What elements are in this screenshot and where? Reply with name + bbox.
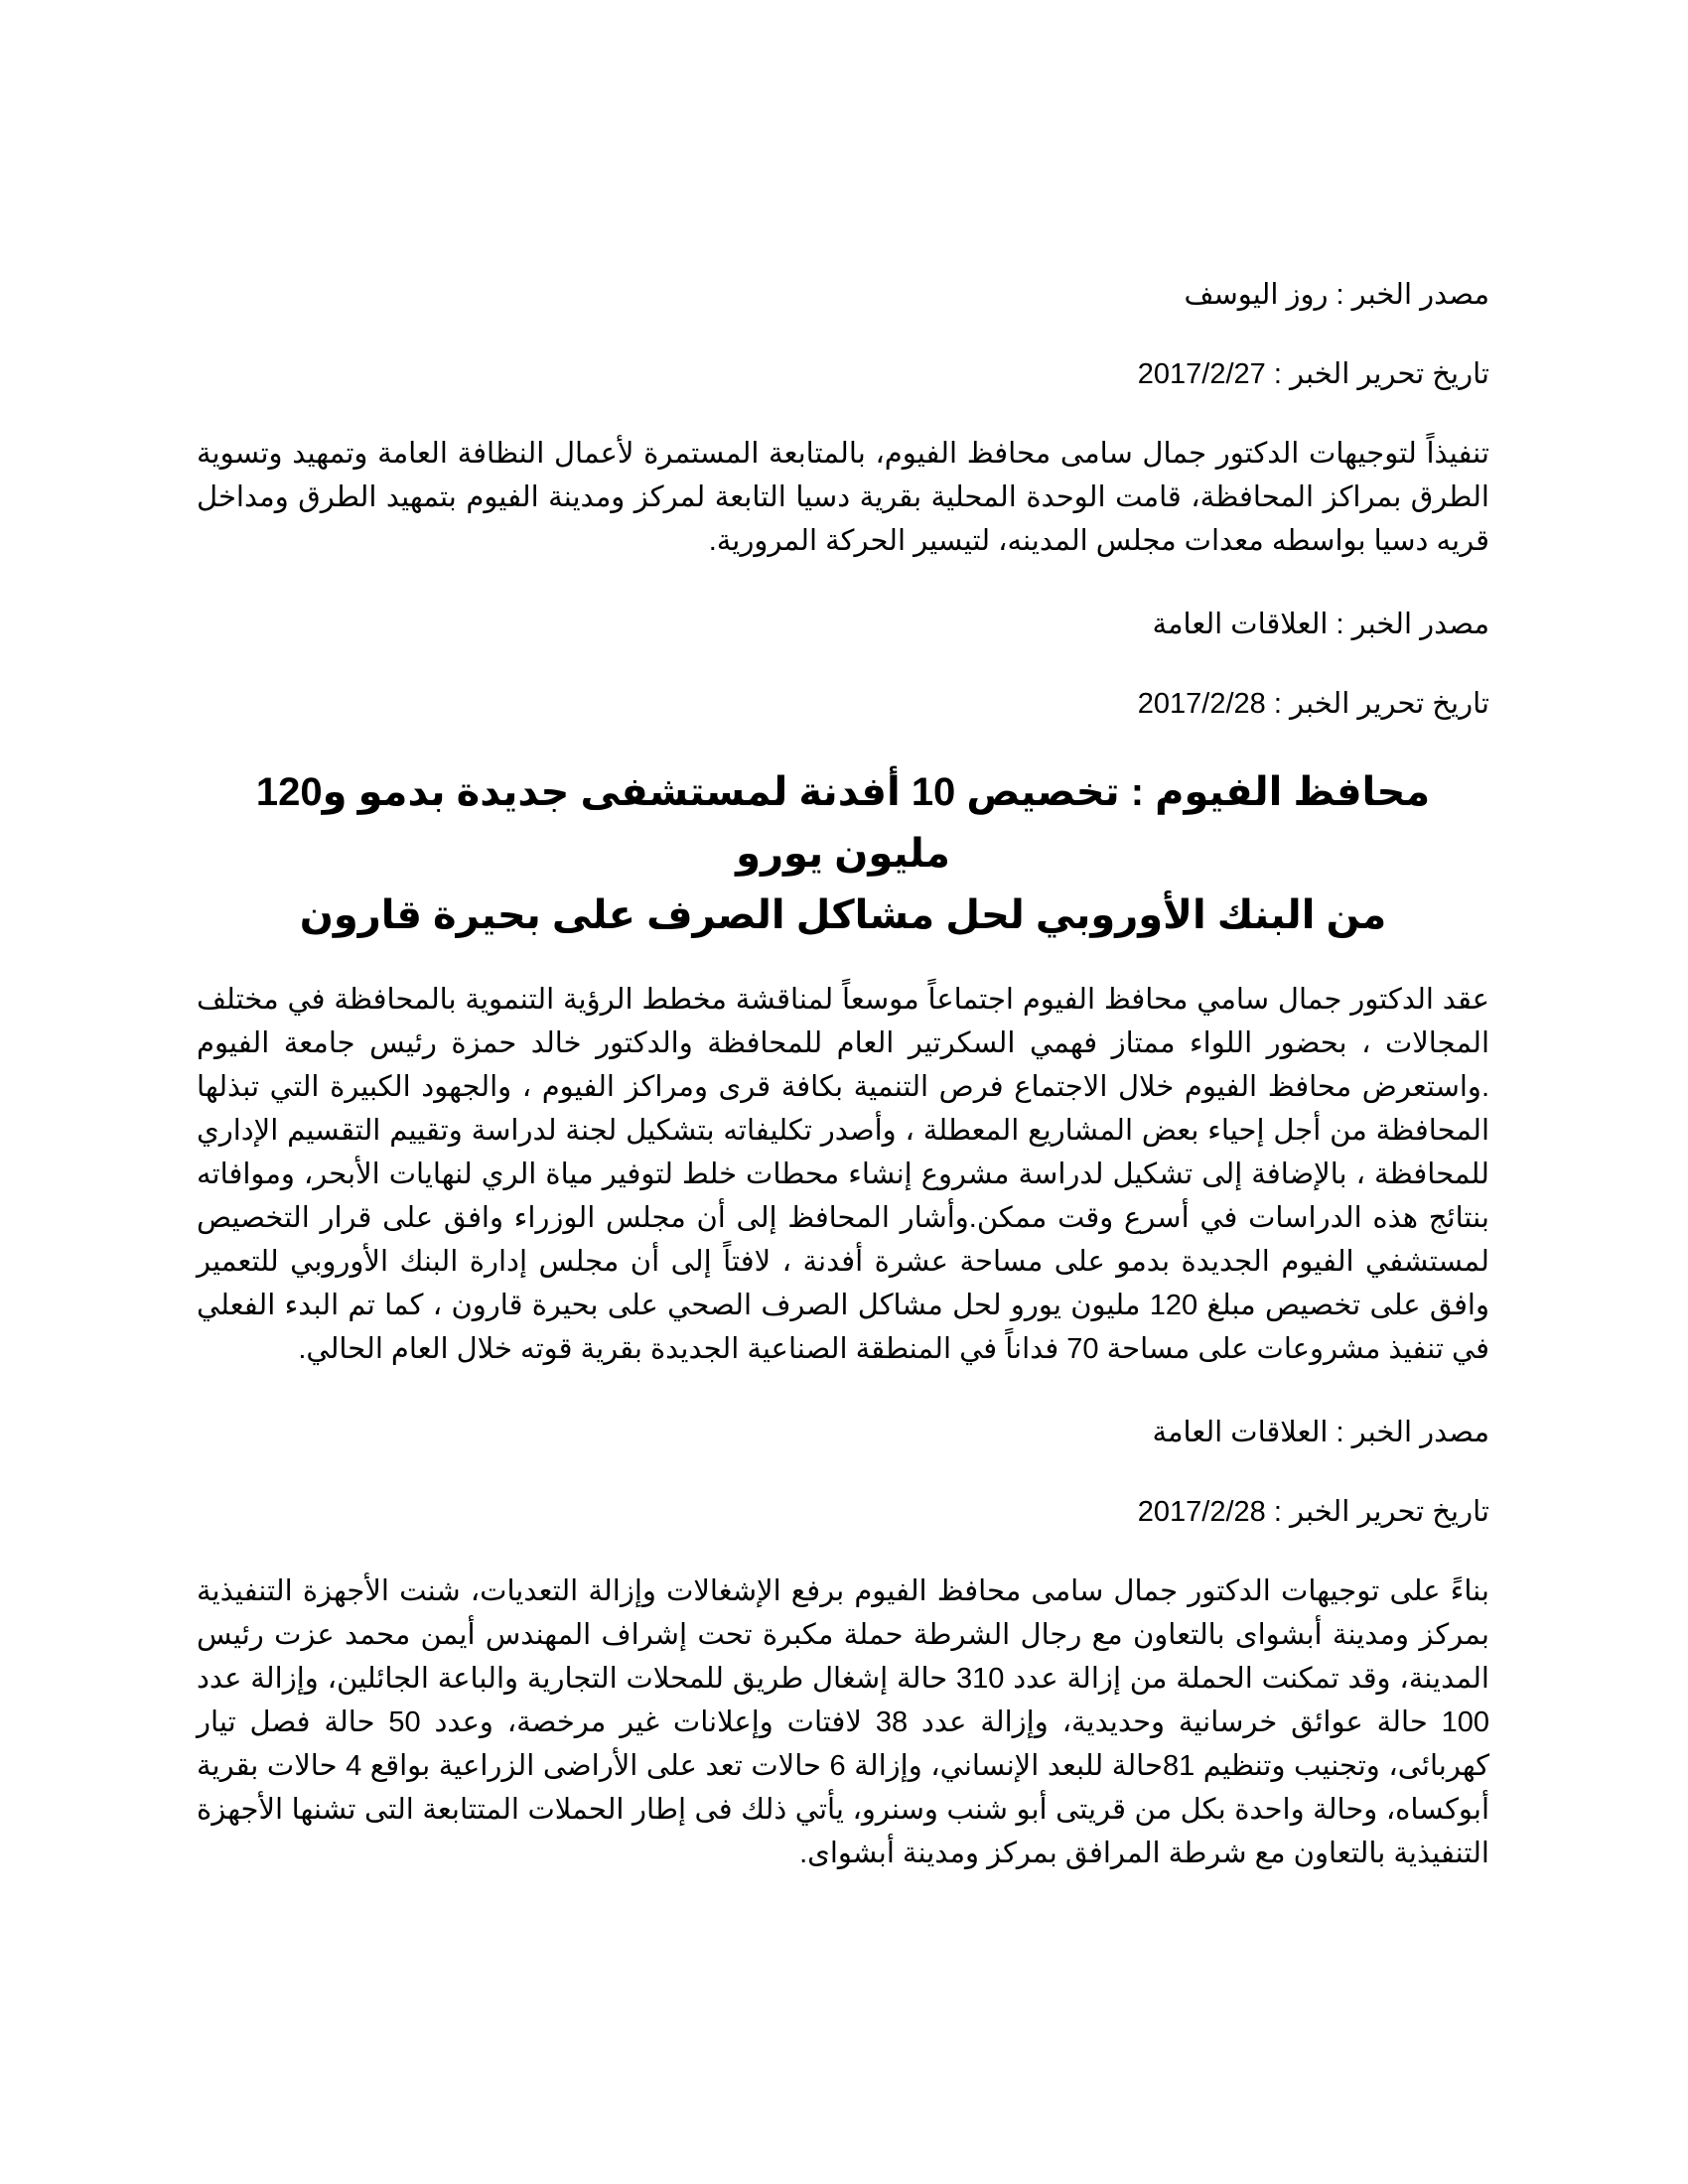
news-date-label: تاريخ تحرير الخبر : — [1265, 1496, 1489, 1528]
news-source — [197, 273, 1489, 317]
news-date-value: 2017/2/27 — [1137, 358, 1266, 390]
news-date-value: 2017/2/28 — [1137, 688, 1266, 720]
news-date-label: تاريخ تحرير الخبر : — [1265, 358, 1489, 390]
news-item-2 — [197, 603, 1489, 1371]
news-source-label: مصدر الخبر : — [1328, 1417, 1489, 1448]
news-item-3 — [197, 1411, 1489, 1875]
news-body: تنفيذاً لتوجيهات الدكتور جمال سامى محافظ الفيوم، بالمتابعة المستمرة لأعمال النظافة العامة وتمهيد وتسوية الطرق بمراكز المحافظة، قامت الوحدة المحلية بقرية دسيا التابعة لمركز ومدينة الفيوم بتمهيد الطرق ومداخل قريه دسيا بواسطه معدات مجلس المدينه، لتيسير الحركة المرورية. — [197, 438, 1489, 557]
news-headline-line-2: من البنك الأوروبي لحل مشاكل الصرف على بحيرة قارون — [299, 893, 1387, 937]
news-item-1 — [197, 273, 1489, 563]
news-headline-line-1: محافظ الفيوم : تخصيص 10 أفدنة لمستشفى جديدة بدمو و120 مليون يورو — [255, 770, 1431, 876]
news-date — [197, 682, 1489, 726]
news-source — [197, 1411, 1489, 1454]
news-body: عقد الدكتور جمال سامي محافظ الفيوم اجتماعاً موسعاً لمناقشة مخطط الرؤية التنموية بالمحافظة في مختلف المجالات ، بحضور اللواء ممتاز فهمي السكرتير العام للمحافظة والدكتور خالد حمزة رئيس جامعة الفيوم .واستعرض محافظ الفيوم خلال الاجتماع فرص التنمية بكافة قرى ومراكز الفيوم ، والجهود الكبيرة التي تبذلها المحافظة من أجل إحياء بعض المشاريع المعطلة ، وأصدر تكليفاته بتشكيل لجنة لدراسة وتقييم التقسيم الإداري للمحافظة ، بالإضافة إلى تشكيل لدراسة مشروع إنشاء محطات خلط لتوفير مياة الري لنهايات الأبحر، وموافاته بنتائج هذه الدراسات في أسرع وقت ممكن.وأشار المحافظ إلى أن مجلس الوزراء وافق على قرار التخصيص لمستشفي الفيوم الجديدة بدمو على مساحة عشرة أفدنة ، لافتاً إلى أن مجلس إدارة البنك الأوروبي للتعمير وافق على تخصيص مبلغ 120 مليون يورو لحل مشاكل الصرف الصحي على بحيرة قارون ، كما تم البدء الفعلي في تنفيذ مشروعات على مساحة 70 فداناً في المنطقة الصناعية الجديدة بقرية قوته خلال العام الحالي. — [197, 984, 1489, 1365]
news-source-value: العلاقات العامة — [1152, 1417, 1329, 1448]
news-date — [197, 352, 1489, 396]
news-source-value: روز اليوسف — [1184, 279, 1329, 311]
news-source-label: مصدر الخبر : — [1328, 279, 1489, 311]
news-source-label: مصدر الخبر : — [1328, 609, 1489, 640]
news-source-value: العلاقات العامة — [1152, 609, 1329, 640]
news-date-value: 2017/2/28 — [1137, 1496, 1266, 1528]
news-date-label: تاريخ تحرير الخبر : — [1265, 688, 1489, 720]
news-date — [197, 1490, 1489, 1534]
news-source — [197, 603, 1489, 646]
document-content — [197, 273, 1489, 1915]
news-headline — [197, 761, 1489, 946]
news-body: بناءً على توجيهات الدكتور جمال سامى محافظ الفيوم برفع الإشغالات وإزالة التعديات، شنت الأجهزة التنفيذية بمركز ومدينة أبشواى بالتعاون مع رجال الشرطة حملة مكبرة تحت إشراف المهندس أيمن محمد عزت رئيس المدينة، وقد تمكنت الحملة من إزالة عدد 310 حالة إشغال طريق للمحلات التجارية والباعة الجائلين، وإزالة عدد 100 حالة عوائق خرسانية وحديدية، وإزالة عدد 38 لافتات وإعلانات غير مرخصة، وعدد 50 حالة فصل تيار كهربائى، وتجنيب وتنظيم 81حالة للبعد الإنساني، وإزالة 6 حالات تعد على الأراضى الزراعية بواقع 4 حالات بقرية أبوكساه، وحالة واحدة بكل من قريتى أبو شنب وسنرو، يأتي ذلك فى إطار الحملات المتتابعة التى تشنها الأجهزة التنفيذية بالتعاون مع شرطة المرافق بمركز ومدينة أبشواى. — [197, 1575, 1490, 1869]
